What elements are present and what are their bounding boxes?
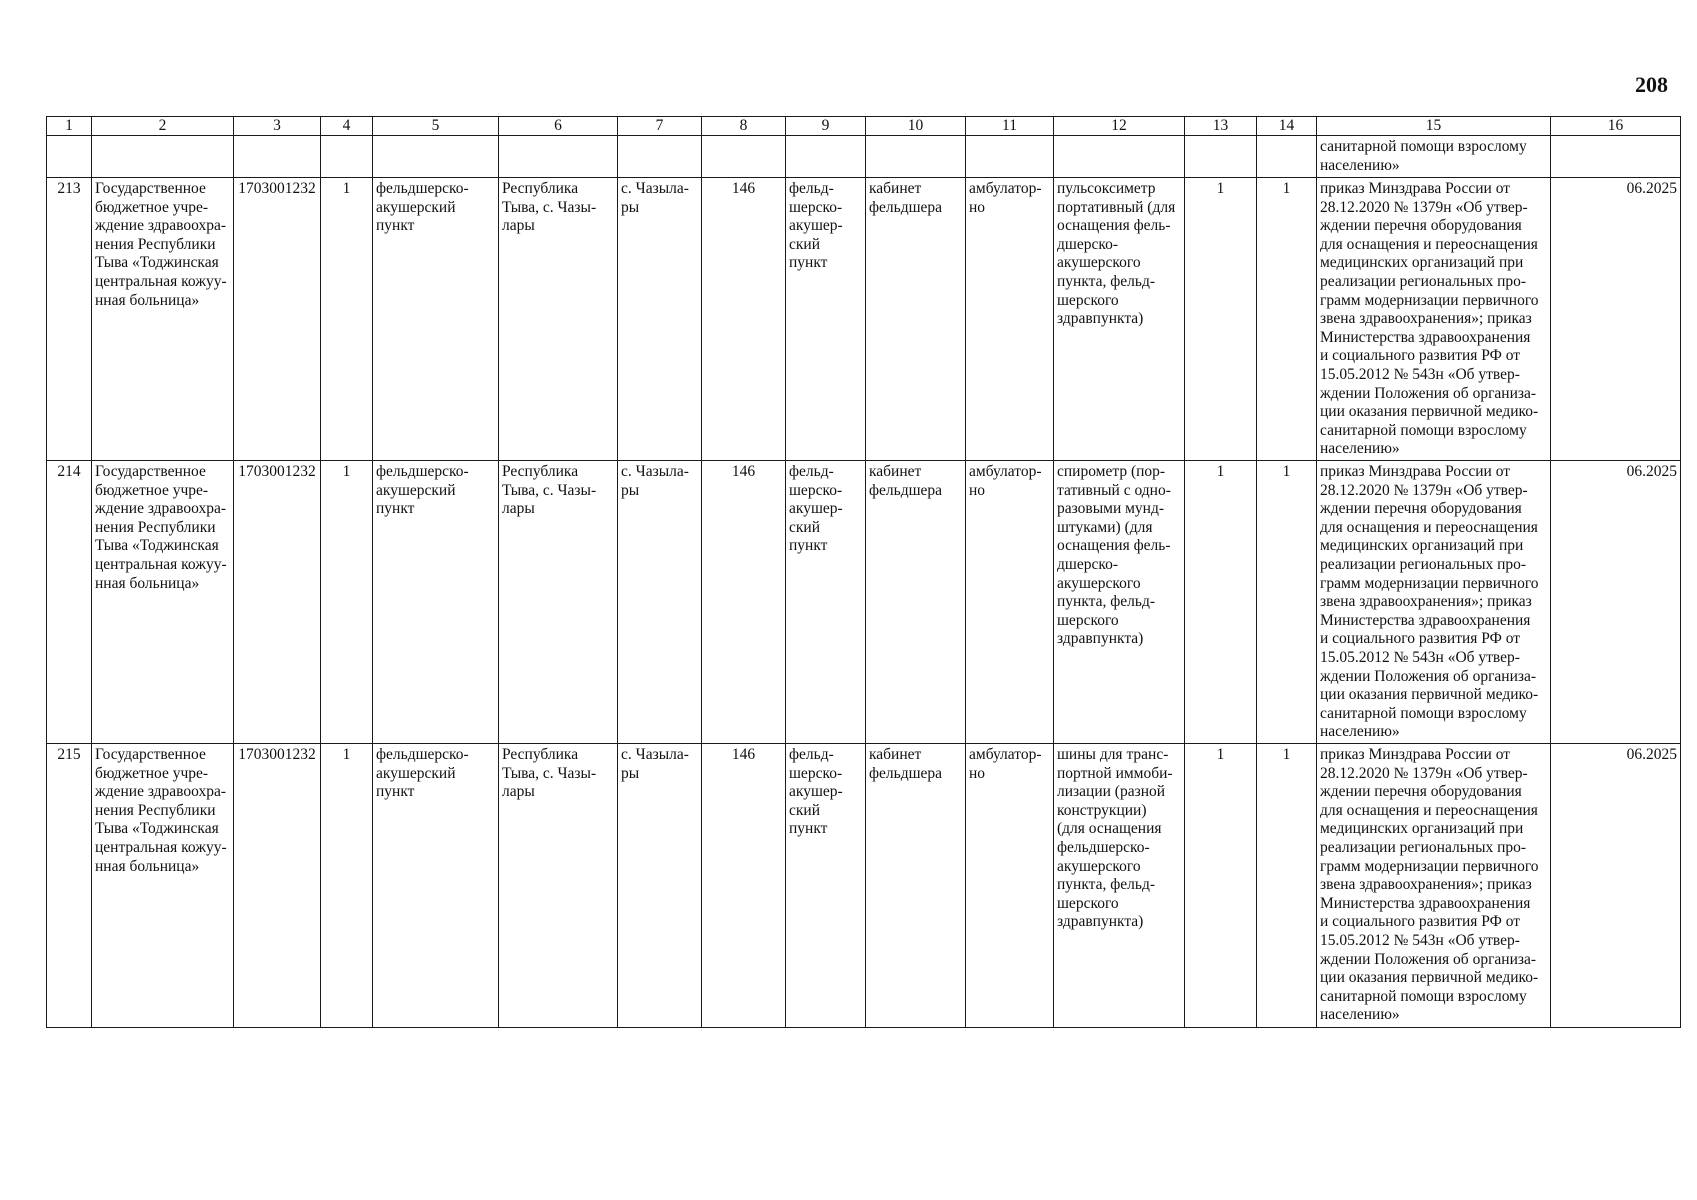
col4-value: 1 (342, 463, 351, 480)
col4-value: 1 (342, 746, 351, 763)
unit-type: фельдшерско- акушерский пункт (376, 180, 469, 235)
structural-unit: фельд- шерско- акушер- ский пункт (789, 180, 843, 272)
organization-code: 1703001232 (238, 180, 316, 197)
column-header: 12 (1054, 117, 1185, 136)
col14-value: 1 (1282, 463, 1291, 480)
table-row (47, 178, 1681, 461)
col13-value: 1 (1216, 180, 1225, 197)
table-row (47, 461, 1681, 744)
equipment-table (46, 116, 1681, 1028)
organization-name: Государственное бюджетное учре- ждение здравоохра- нения Республики Тыва «Тоджинская центральная кожуу- нная больница» (95, 180, 227, 309)
col8-value: 146 (731, 746, 756, 763)
care-mode: амбулатор- но (969, 180, 1042, 216)
col13-value: 1 (1216, 746, 1225, 763)
room: кабинет фельдшера (869, 463, 943, 499)
column-header: 11 (966, 117, 1054, 136)
region: Республика Тыва, с. Чазы- лары (502, 180, 597, 235)
col14-value: 1 (1282, 180, 1291, 197)
column-header: 8 (702, 117, 786, 136)
room: кабинет фельдшера (869, 746, 943, 782)
col13-value: 1 (1216, 463, 1225, 480)
column-header: 15 (1317, 117, 1551, 136)
column-header: 10 (866, 117, 966, 136)
page-number: 208 (1635, 72, 1668, 97)
col14-value: 1 (1282, 746, 1291, 763)
structural-unit: фельд- шерско- акушер- ский пункт (789, 463, 843, 555)
room: кабинет фельдшера (869, 180, 943, 216)
column-header: 16 (1551, 117, 1681, 136)
locality: с. Чазыла- ры (621, 180, 689, 216)
row-number: 213 (57, 180, 81, 197)
organization-code: 1703001232 (238, 746, 316, 763)
column-number-row (47, 117, 1681, 136)
equipment-name: спирометр (пор- тативный с одно- разовыми мунд- штуками) (для оснащения фель- дшерско- акушерского пункта, фельд- шерского здравпункта) (1057, 463, 1171, 648)
col8-value: 146 (731, 180, 756, 197)
region: Республика Тыва, с. Чазы- лары (502, 746, 597, 801)
col8-value: 146 (731, 463, 756, 480)
column-header: 2 (92, 117, 234, 136)
row-number: 214 (57, 463, 81, 480)
locality: с. Чазыла- ры (621, 746, 689, 782)
column-header: 7 (618, 117, 702, 136)
date: 06.2025 (1626, 746, 1677, 763)
region: Республика Тыва, с. Чазы- лары (502, 463, 597, 518)
care-mode: амбулатор- но (969, 746, 1042, 782)
col4-value: 1 (342, 180, 351, 197)
column-header: 3 (234, 117, 321, 136)
care-mode: амбулатор- но (969, 463, 1042, 499)
column-header: 5 (373, 117, 499, 136)
legal-basis: приказ Минздрава России от 28.12.2020 № 1379н «Об утвер- ждении перечня оборудования для оснащения и переоснащения медицинских организаций при реализации региональных про- грамм модернизации первичного звена здравоохранения»; приказ Министерства здравоохранения и социального развития РФ от 15.05.2012 № 543н «Об утвер- ждении Положения об организа- ции оказания первичной медико- санитарной помощи взрослому населению» (1320, 463, 1539, 741)
column-header: 4 (321, 117, 373, 136)
organization-name: Государственное бюджетное учре- ждение здравоохра- нения Республики Тыва «Тоджинская центральная кожуу- нная больница» (95, 746, 227, 875)
basis-continuation: санитарной помощи взрослому населению» (1320, 138, 1527, 174)
unit-type: фельдшерско- акушерский пункт (376, 463, 469, 518)
organization-code: 1703001232 (238, 463, 316, 480)
structural-unit: фельд- шерско- акушер- ский пункт (789, 746, 843, 838)
column-header: 13 (1185, 117, 1257, 136)
table-row (47, 744, 1681, 1028)
column-header: 1 (47, 117, 92, 136)
date: 06.2025 (1626, 463, 1677, 480)
continuation-row (47, 136, 1681, 178)
column-header: 9 (786, 117, 866, 136)
organization-name: Государственное бюджетное учре- ждение здравоохра- нения Республики Тыва «Тоджинская центральная кожуу- нная больница» (95, 463, 227, 592)
equipment-name: шины для транс- портной иммоби- лизации (разной конструкции) (для оснащения фельдшерско- акушерского пункта, фельд- шерского здравпункта) (1057, 746, 1173, 931)
legal-basis: приказ Минздрава России от 28.12.2020 № 1379н «Об утвер- ждении перечня оборудования для оснащения и переоснащения медицинских организаций при реализации региональных про- грамм модернизации первичного звена здравоохранения»; приказ Министерства здравоохранения и социального развития РФ от 15.05.2012 № 543н «Об утвер- ждении Положения об организа- ции оказания первичной медико- санитарной помощи взрослому населению» (1320, 180, 1539, 458)
row-number: 215 (57, 746, 81, 763)
unit-type: фельдшерско- акушерский пункт (376, 746, 469, 801)
equipment-name: пульсоксиметр портативный (для оснащения фель- дшерско- акушерского пункта, фельд- шерского здравпункта) (1057, 180, 1176, 328)
locality: с. Чазыла- ры (621, 463, 689, 499)
legal-basis: приказ Минздрава России от 28.12.2020 № 1379н «Об утвер- ждении перечня оборудования для оснащения и переоснащения медицинских организаций при реализации региональных про- грамм модернизации первичного звена здравоохранения»; приказ Министерства здравоохранения и социального развития РФ от 15.05.2012 № 543н «Об утвер- ждении Положения об организа- ции оказания первичной медико- санитарной помощи взрослому населению» (1320, 746, 1539, 1024)
column-header: 14 (1257, 117, 1317, 136)
date: 06.2025 (1626, 180, 1677, 197)
column-header: 6 (499, 117, 618, 136)
